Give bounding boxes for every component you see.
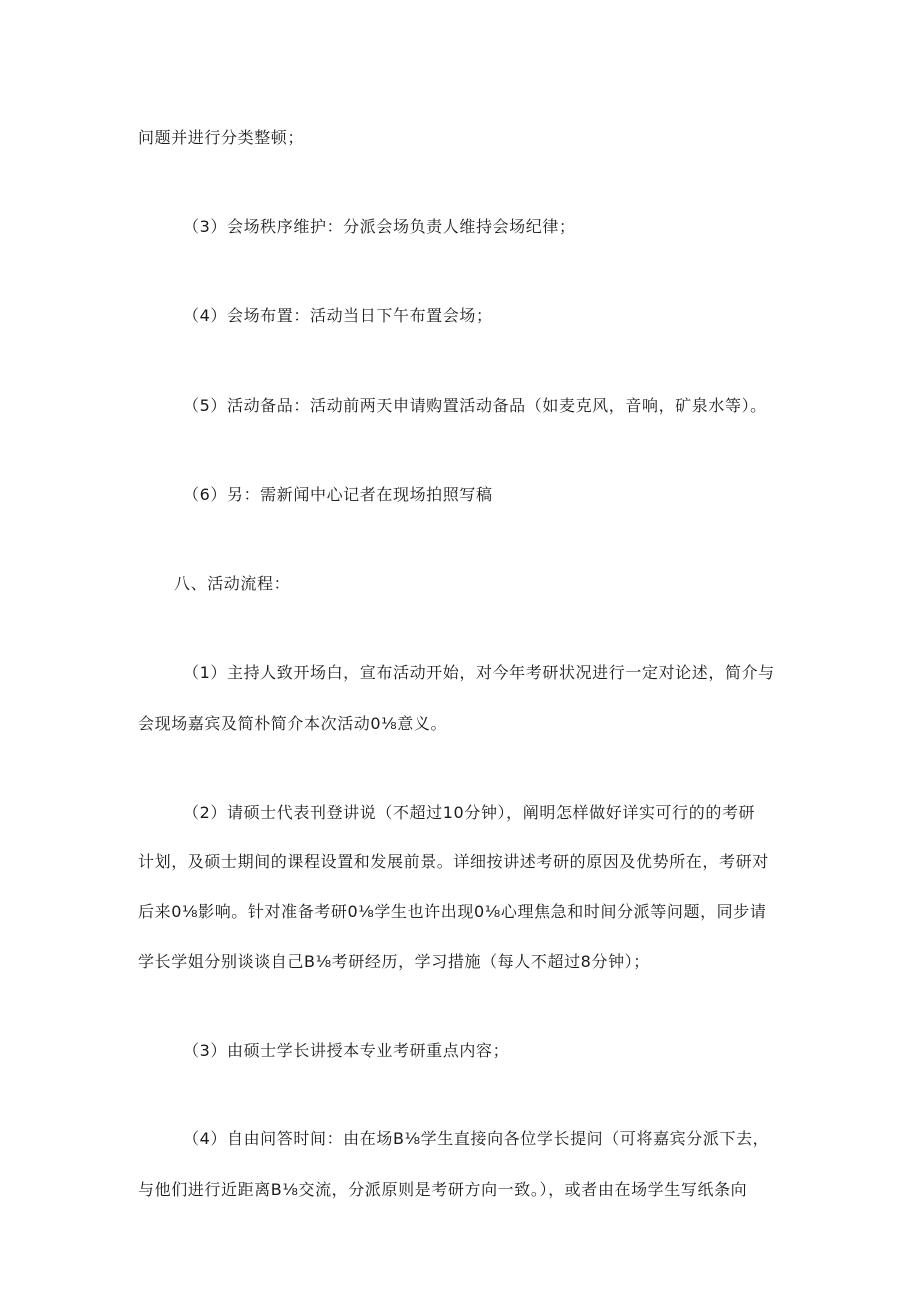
text-line-10: 计划，及硕士期间的课程设置和发展前景。详细按讲述考研的原因及优势所在，考研对 [138, 852, 769, 871]
section-heading: 八、活动流程： [174, 574, 291, 593]
text-line-2: （3）会场秩序维护：分派会场负责人维持会场纪律； [183, 217, 576, 236]
text-line-7: （1）主持人致开场白，宣布活动开始，对今年考研状况进行一定对论述，简介与 [183, 663, 775, 682]
text-line-1: 问题并进行分类整顿； [138, 128, 305, 147]
text-line-13: （3）由硕士学长讲授本专业考研重点内容； [183, 1041, 510, 1060]
text-line-3: （4）会场布置：活动当日下午布置会场； [183, 306, 493, 325]
text-line-15: 与他们进行近距离B⅛交流，分派原则是考研方向一致。），或者由在场学生写纸条向 [138, 1180, 748, 1199]
text-line-5: （6）另：需新闻中心记者在现场拍照写稿 [183, 485, 493, 504]
text-line-8: 会现场嘉宾及简朴简介本次活动0⅛意义。 [138, 714, 448, 733]
text-line-11: 后来0⅛影响。针对准备考研0⅛学生也许出现0⅛心理焦急和时间分派等问题，同步请 [138, 902, 767, 921]
text-line-4: （5）活动备品：活动前两天申请购置活动备品（如麦克风，音响，矿泉水等）。 [183, 396, 767, 415]
text-line-12: 学长学姐分别谈谈自己B⅛考研经历，学习措施（每人不超过8分钟）； [138, 952, 650, 971]
text-line-9: （2）请硕士代表刊登讲说（不超过10分钟），阐明怎样做好详实可行的的考研 [183, 803, 756, 822]
text-line-14: （4）自由问答时间：由在场B⅛学生直接向各位学长提问（可将嘉宾分派下去， [183, 1129, 770, 1148]
